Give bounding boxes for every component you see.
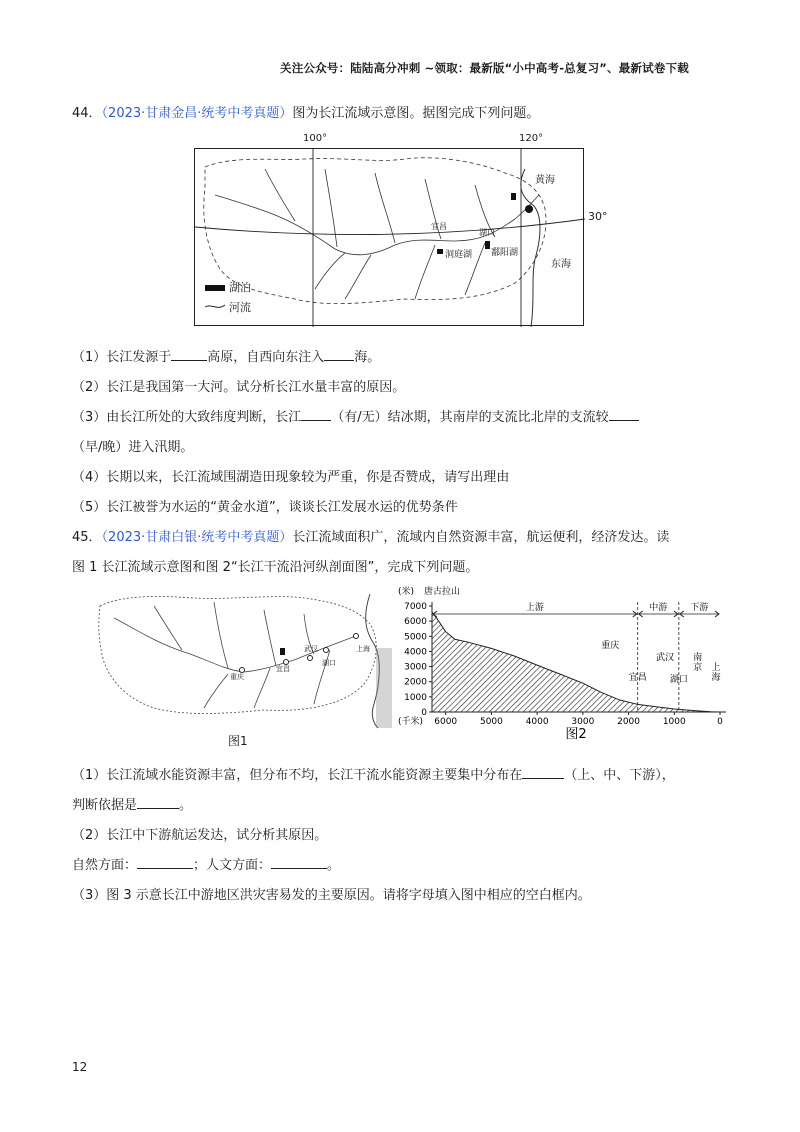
hukou-label: 湖口 <box>479 228 495 237</box>
lat-30-label: 30° <box>588 210 608 223</box>
figure-2-profile-chart <box>396 584 732 746</box>
y-tick-label: 6000 <box>404 617 427 628</box>
question-stem: 长江流域面积广，流域内自然资源丰富，航运便利，经济发达。读 <box>292 530 670 545</box>
city-label: 湖口 <box>669 675 688 685</box>
legend-lake-label: 湖泊 <box>229 281 251 294</box>
question-number: 44． <box>72 106 102 121</box>
city-label: 上 <box>711 663 721 673</box>
yichang-label: 宜昌 <box>431 222 447 231</box>
chongqing-label: 重庆 <box>230 673 244 681</box>
y-tick-label: 2000 <box>404 677 427 688</box>
lon-100-label: 100° <box>303 133 328 144</box>
profile-area <box>432 612 720 712</box>
q44-item-3: （3）由长江所处的大致纬度判断，长江 （有/无）结冰期，其南岸的支流比北岸的支流较 <box>72 406 639 425</box>
q44-item-4: （4）长期以来，长江流域围湖造田现象较为严重，你是否赞成，请写出理由 <box>72 470 510 485</box>
city-label: 京 <box>693 663 703 673</box>
city-label: 南 <box>693 653 703 663</box>
figure-1-caption: 图1 <box>228 734 248 748</box>
q45-item-1: （1）长江流域水能资源丰富，但分布不均，长江干流水能资源主要集中分布在 （上、中、下游）， <box>72 764 675 783</box>
city-label: 武汉 <box>656 653 675 663</box>
answer-blank[interactable] <box>522 765 564 779</box>
figure-1-basin-map <box>94 588 392 728</box>
answer-blank[interactable] <box>137 855 193 869</box>
wuhan-label: 武汉 <box>304 645 318 653</box>
question-stem: 图为长江流域示意图。据图完成下列问题。 <box>292 106 540 121</box>
answer-blank[interactable] <box>137 795 179 809</box>
x-tick-label: 5000 <box>479 717 503 727</box>
city-label: 重庆 <box>601 641 620 651</box>
q44-item-5: （5）长江被誉为水运的“黄金水道”，谈谈长江发展水运的优势条件 <box>72 500 458 515</box>
hukou-label: 湖口 <box>322 659 336 667</box>
x-tick-label: 2000 <box>617 717 641 727</box>
answer-blank[interactable] <box>271 855 327 869</box>
y-tick-label: 7000 <box>404 602 427 612</box>
segment-label: 中游 <box>649 603 668 613</box>
dongting-lake-label: 洞庭湖 <box>445 250 473 260</box>
x-tick-label: 0 <box>717 717 723 727</box>
answer-blank[interactable] <box>609 407 639 421</box>
question-45-heading <box>72 526 669 545</box>
figure-2-caption: 图2 <box>565 727 587 742</box>
answer-blank[interactable] <box>324 347 354 361</box>
y-tick-label: 4000 <box>404 647 427 658</box>
y-tick-label: 1000 <box>404 692 427 703</box>
x-tick-label: 6000 <box>434 717 458 727</box>
q45-item-2-answers: 自然方面： ；人文方面： 。 <box>72 854 340 873</box>
x-unit-label: (千米) <box>398 717 424 727</box>
east-sea-label: 东海 <box>551 259 571 270</box>
x-tick-label: 1000 <box>662 717 686 727</box>
page-header: 关注公众号：陆陆高分冲刺 ~领取：最新版“小中高考-总复习”、最新试卷下载 <box>280 61 689 75</box>
x-tick-label: 3000 <box>571 717 595 727</box>
poyang-lake-label: 鄱阳湖 <box>491 248 519 258</box>
q45-item-1-cont: 判断依据是 。 <box>72 794 192 813</box>
q44-item-1: （1）长江发源于 高原，自西向东注入 海。 <box>72 346 380 365</box>
yangtze-basin-map <box>194 133 584 326</box>
y-tick-label: 5000 <box>404 632 427 643</box>
legend-river-label: 河流 <box>229 301 251 314</box>
segment-label: 上游 <box>525 603 544 613</box>
segment-label: 下游 <box>690 603 709 613</box>
y-tick-label: 3000 <box>404 662 427 673</box>
question-45-stem-cont: 图 1 长江流域示意图和图 2“长江干流沿河纵剖面图”，完成下列问题。 <box>72 560 479 575</box>
question-number: 45． <box>72 530 102 545</box>
question-source: （2023·甘肃白银·统考中考真题） <box>101 530 293 545</box>
y-tick-label: 0 <box>421 708 427 718</box>
shanghai-label: 上海 <box>356 645 370 653</box>
question-source: （2023·甘肃金昌·统考中考真题） <box>101 106 293 121</box>
city-label: 海 <box>711 673 721 683</box>
yellow-sea-label: 黄海 <box>535 175 555 186</box>
answer-blank[interactable] <box>171 347 207 361</box>
q44-item-2: （2）长江是我国第一大河。试分析长江水量丰富的原因。 <box>72 380 406 395</box>
q45-item-3: （3）图 3 示意长江中游地区洪灾害易发的主要原因。请将字母填入图中相应的空白框内。 <box>72 888 591 903</box>
lon-120-label: 120° <box>519 133 544 144</box>
answer-blank[interactable] <box>301 407 331 421</box>
yichang-label: 宜昌 <box>276 665 290 673</box>
q45-item-2: （2）长江中下游航运发达，试分析其原因。 <box>72 828 328 843</box>
y-unit-label: (米) <box>398 587 415 597</box>
city-label: 宜昌 <box>628 673 647 683</box>
page-number: 12 <box>72 1060 88 1074</box>
question-44-heading <box>72 102 539 121</box>
x-tick-label: 4000 <box>525 717 549 727</box>
q44-item-3-cont: （早/晚）进入汛期。 <box>72 440 194 455</box>
source-label: 唐古拉山 <box>424 587 461 597</box>
